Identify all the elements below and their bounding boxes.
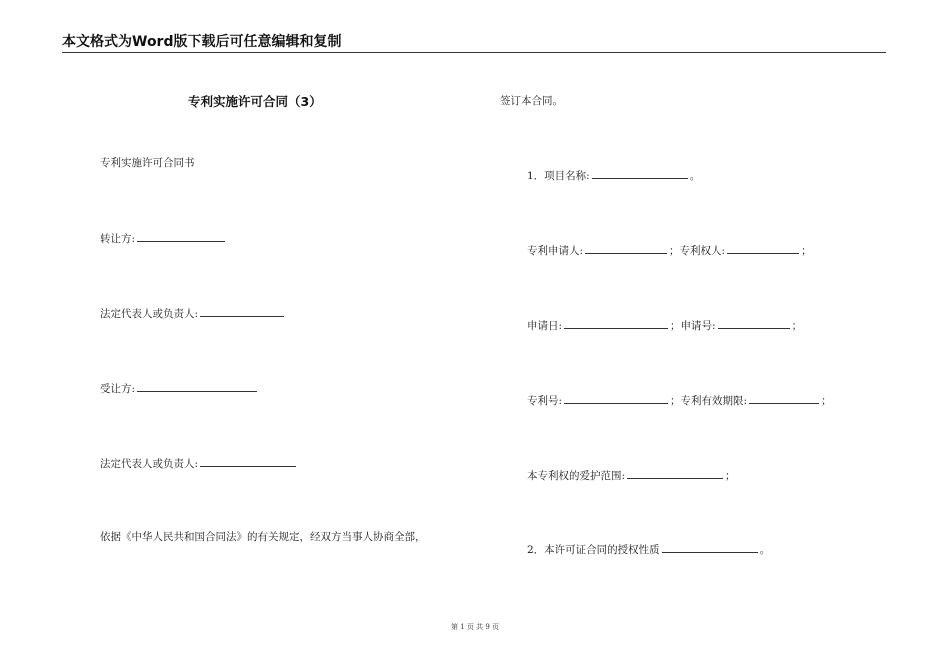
sep1: ； [669,245,680,257]
sep2: ； [670,320,681,332]
patentee-blank[interactable] [727,243,799,254]
applicant-blank[interactable] [585,243,667,254]
validity-label: 专利有效期限: [680,395,748,407]
applicant-label: 专利申请人: [527,245,584,257]
item2-end: 。 [759,544,771,556]
transferee-blank[interactable] [137,381,257,392]
page-footer: 第 1 页 共 9 页 [450,623,500,631]
project-name-blank[interactable] [592,168,688,179]
app-date-label: 申请日: [527,320,563,332]
legal-rep-label-1: 法定代表人或负责人: [100,308,199,320]
transferor-label: 转让方: [100,233,136,245]
legal-rep-blank-2[interactable] [200,456,296,467]
contract-subtitle: 专利实施许可合同书 [100,157,195,169]
item1-line [527,168,700,183]
transferor-line [100,231,227,246]
continuation-text: 签订本合同。 [500,95,563,107]
document-header-banner: 本文格式为Word版下载后可任意编辑和复制 [62,34,886,53]
patent-no-label: 专利号: [527,395,563,407]
item1-label: 1．项目名称: [527,170,590,182]
item1-end: 。 [689,170,701,182]
app-date-line [527,318,802,333]
end4: ； [725,470,736,482]
end3: ； [821,395,832,407]
transferor-blank[interactable] [137,231,225,242]
basis-paragraph: 依据《中华人民共和国合同法》的有关规定，经双方当事人协商全部， [100,531,426,543]
scope-blank[interactable] [627,468,723,479]
patentee-label: 专利权人: [679,245,726,257]
app-no-label: 申请号: [680,320,716,332]
transferee-label: 受让方: [100,383,136,395]
sep3: ； [670,395,681,407]
app-date-blank[interactable] [564,318,668,329]
document-title: 专利实施许可合同（3） [188,94,322,109]
validity-blank[interactable] [749,393,819,404]
scope-label: 本专利权的爱护范围: [527,470,626,482]
legal-rep-blank-1[interactable] [200,306,284,317]
end1: ； [801,245,812,257]
item2-label: 2．本许可证合同的授权性质 [527,544,660,556]
patent-no-blank[interactable] [564,393,668,404]
end2: ； [791,320,803,332]
scope-line [527,468,736,483]
patent-no-line [527,393,832,408]
legal-rep-label-2: 法定代表人或负责人: [100,458,199,470]
legal-rep-line-1 [100,306,286,321]
app-no-blank[interactable] [718,318,790,329]
transferee-line [100,381,259,396]
license-nature-blank[interactable] [662,542,758,553]
legal-rep-line-2 [100,456,298,471]
applicant-line [527,243,812,258]
item2-line [527,542,770,557]
